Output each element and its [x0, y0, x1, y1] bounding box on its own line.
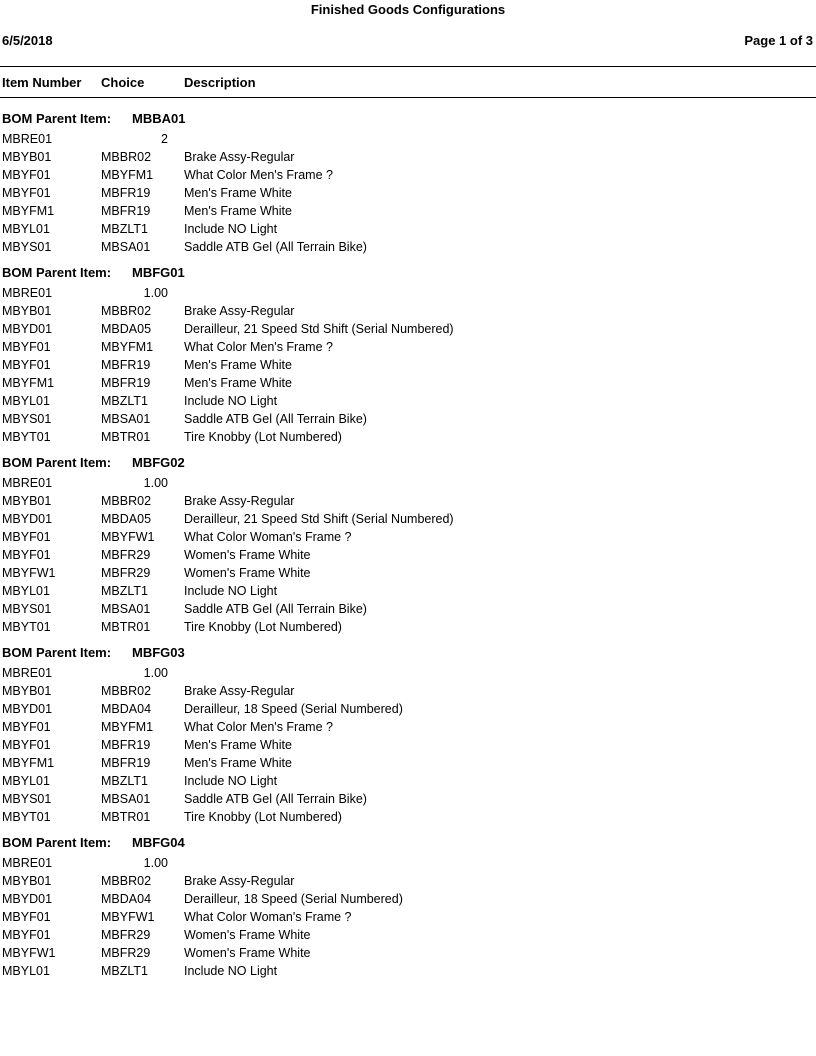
item-number-cell: MBYFW1: [2, 946, 56, 960]
item-number-cell: MBYL01: [2, 584, 50, 598]
description-cell: Include NO Light: [184, 222, 278, 236]
choice-cell: MBFR19: [101, 376, 151, 390]
item-number-cell: MBYFM1: [2, 376, 55, 390]
table-row: [0, 168, 816, 186]
bom-parent-value: MBBA01: [132, 111, 186, 126]
choice-cell: MBZLT1: [101, 774, 148, 788]
choice-cell: MBFR19: [101, 204, 151, 218]
table-row: [0, 964, 816, 982]
description-cell: Include NO Light: [184, 584, 278, 598]
choice-cell: MBDA04: [101, 892, 152, 906]
description-cell: Men's Frame White: [184, 186, 292, 200]
table-row: [0, 602, 816, 620]
table-row: [0, 892, 816, 910]
table-row: [0, 494, 816, 512]
bom-parent-label: BOM Parent Item:: [2, 645, 112, 660]
item-number-cell: MBRE01: [2, 132, 53, 146]
table-row: [0, 774, 816, 792]
choice-cell: MBDA05: [101, 322, 152, 336]
item-number-cell: MBYF01: [2, 548, 51, 562]
choice-cell: MBYFW1: [101, 910, 155, 924]
quantity-cell: 1.00: [143, 856, 168, 870]
bom-parent-row: [0, 258, 816, 286]
choice-cell: MBTR01: [101, 810, 151, 824]
item-number-cell: MBYS01: [2, 240, 52, 254]
choice-cell: MBFR19: [101, 738, 151, 752]
choice-cell: MBSA01: [101, 792, 151, 806]
choice-cell: MBBR02: [101, 494, 152, 508]
item-number-cell: MBYB01: [2, 494, 52, 508]
bom-parent-label: BOM Parent Item:: [2, 265, 112, 280]
table-row: [0, 286, 816, 304]
table-row: [0, 620, 816, 638]
choice-cell: MBSA01: [101, 412, 151, 426]
choice-cell: MBZLT1: [101, 964, 148, 978]
table-row: [0, 530, 816, 548]
description-cell: Brake Assy-Regular: [184, 874, 295, 888]
quantity-cell: 1.00: [143, 476, 168, 490]
item-number-cell: MBYT01: [2, 430, 51, 444]
table-row: [0, 340, 816, 358]
choice-cell: MBBR02: [101, 874, 152, 888]
choice-cell: MBFR19: [101, 186, 151, 200]
item-number-cell: MBRE01: [2, 666, 53, 680]
table-row: [0, 394, 816, 412]
choice-cell: MBBR02: [101, 684, 152, 698]
item-number-cell: MBYF01: [2, 186, 51, 200]
choice-cell: MBZLT1: [101, 394, 148, 408]
item-number-cell: MBYT01: [2, 810, 51, 824]
description-cell: Tire Knobby (Lot Numbered): [184, 810, 342, 824]
choice-cell: MBFR19: [101, 756, 151, 770]
choice-cell: MBZLT1: [101, 222, 148, 236]
table-row: [0, 566, 816, 584]
description-cell: Men's Frame White: [184, 738, 292, 752]
description-cell: What Color Woman's Frame ?: [184, 530, 352, 544]
table-row: [0, 322, 816, 340]
table-row: [0, 756, 816, 774]
item-number-cell: MBYS01: [2, 412, 52, 426]
header-top-rule: [0, 66, 816, 67]
choice-cell: MBSA01: [101, 602, 151, 616]
description-cell: Tire Knobby (Lot Numbered): [184, 430, 342, 444]
item-number-cell: MBYL01: [2, 774, 50, 788]
column-header-choice: Choice: [101, 75, 145, 90]
choice-cell: MBZLT1: [101, 584, 148, 598]
item-number-cell: MBYL01: [2, 964, 50, 978]
table-row: [0, 702, 816, 720]
quantity-cell: 1.00: [143, 666, 168, 680]
item-number-cell: MBYF01: [2, 738, 51, 752]
description-cell: Men's Frame White: [184, 756, 292, 770]
choice-cell: MBSA01: [101, 240, 151, 254]
choice-cell: MBDA04: [101, 702, 152, 716]
description-cell: Include NO Light: [184, 774, 278, 788]
item-number-cell: MBYFM1: [2, 204, 55, 218]
item-number-cell: MBYD01: [2, 892, 53, 906]
description-cell: Men's Frame White: [184, 204, 292, 218]
bom-parent-value: MBFG01: [132, 265, 185, 280]
description-cell: Men's Frame White: [184, 376, 292, 390]
quantity-cell: 1.00: [143, 286, 168, 300]
bom-group: [0, 638, 816, 828]
choice-cell: MBDA05: [101, 512, 152, 526]
description-cell: Include NO Light: [184, 394, 278, 408]
column-header-description: Description: [184, 75, 256, 90]
table-row: [0, 304, 816, 322]
bom-group: [0, 828, 816, 982]
item-number-cell: MBYD01: [2, 512, 53, 526]
item-number-cell: MBYS01: [2, 602, 52, 616]
item-number-cell: MBRE01: [2, 856, 53, 870]
choice-cell: MBBR02: [101, 304, 152, 318]
report-title: Finished Goods Configurations: [310, 2, 506, 17]
choice-cell: MBBR02: [101, 150, 152, 164]
item-number-cell: MBYF01: [2, 340, 51, 354]
table-row: [0, 476, 816, 494]
item-number-cell: MBYD01: [2, 702, 53, 716]
table-row: [0, 684, 816, 702]
description-cell: Women's Frame White: [184, 946, 311, 960]
item-number-cell: MBYF01: [2, 530, 51, 544]
table-row: [0, 358, 816, 376]
table-row: [0, 548, 816, 566]
choice-cell: MBFR29: [101, 946, 151, 960]
description-cell: Men's Frame White: [184, 358, 292, 372]
table-row: [0, 412, 816, 430]
table-row: [0, 186, 816, 204]
item-number-cell: MBYF01: [2, 928, 51, 942]
choice-cell: MBFR29: [101, 548, 151, 562]
description-cell: Brake Assy-Regular: [184, 684, 295, 698]
table-row: [0, 584, 816, 602]
choice-cell: MBYFM1: [101, 720, 154, 734]
item-number-cell: MBYB01: [2, 150, 52, 164]
item-number-cell: MBYFM1: [2, 756, 55, 770]
description-cell: What Color Men's Frame ?: [184, 720, 333, 734]
item-number-cell: MBYF01: [2, 168, 51, 182]
bom-parent-label: BOM Parent Item:: [2, 111, 112, 126]
item-number-cell: MBYL01: [2, 222, 50, 236]
quantity-cell: 2: [161, 132, 168, 146]
description-cell: Saddle ATB Gel (All Terrain Bike): [184, 602, 367, 616]
table-row: [0, 150, 816, 168]
description-cell: Derailleur, 18 Speed (Serial Numbered): [184, 702, 403, 716]
bom-parent-label: BOM Parent Item:: [2, 455, 112, 470]
description-cell: Saddle ATB Gel (All Terrain Bike): [184, 792, 367, 806]
table-row: [0, 720, 816, 738]
table-row: [0, 512, 816, 530]
item-number-cell: MBYB01: [2, 304, 52, 318]
table-row: [0, 430, 816, 448]
item-number-cell: MBYF01: [2, 720, 51, 734]
table-row: [0, 240, 816, 258]
description-cell: Brake Assy-Regular: [184, 304, 295, 318]
description-cell: Brake Assy-Regular: [184, 150, 295, 164]
choice-cell: MBFR29: [101, 928, 151, 942]
table-row: [0, 738, 816, 756]
description-cell: What Color Woman's Frame ?: [184, 910, 352, 924]
table-row: [0, 666, 816, 684]
item-number-cell: MBYFW1: [2, 566, 56, 580]
description-cell: Women's Frame White: [184, 928, 311, 942]
bom-parent-value: MBFG03: [132, 645, 185, 660]
description-cell: Include NO Light: [184, 964, 278, 978]
bom-group: [0, 258, 816, 448]
table-row: [0, 810, 816, 828]
table-row: [0, 792, 816, 810]
choice-cell: MBYFW1: [101, 530, 155, 544]
table-row: [0, 910, 816, 928]
description-cell: What Color Men's Frame ?: [184, 340, 333, 354]
table-row: [0, 204, 816, 222]
bom-parent-row: [0, 638, 816, 666]
table-row: [0, 132, 816, 150]
table-row: [0, 222, 816, 240]
bom-parent-label: BOM Parent Item:: [2, 835, 112, 850]
bom-parent-value: MBFG02: [132, 455, 185, 470]
item-number-cell: MBYB01: [2, 684, 52, 698]
table-row: [0, 928, 816, 946]
choice-cell: MBFR29: [101, 566, 151, 580]
table-row: [0, 856, 816, 874]
bom-parent-row: [0, 448, 816, 476]
description-cell: What Color Men's Frame ?: [184, 168, 333, 182]
choice-cell: MBFR19: [101, 358, 151, 372]
bom-parent-row: [0, 828, 816, 856]
item-number-cell: MBYT01: [2, 620, 51, 634]
header-bottom-rule: [0, 97, 816, 98]
choice-cell: MBYFM1: [101, 168, 154, 182]
bom-groups: [0, 104, 816, 982]
bom-parent-row: [0, 104, 816, 132]
description-cell: Women's Frame White: [184, 566, 311, 580]
bom-group: [0, 104, 816, 258]
item-number-cell: MBYS01: [2, 792, 52, 806]
description-cell: Derailleur, 21 Speed Std Shift (Serial Numbered): [184, 512, 454, 526]
description-cell: Brake Assy-Regular: [184, 494, 295, 508]
description-cell: Saddle ATB Gel (All Terrain Bike): [184, 412, 367, 426]
item-number-cell: MBYL01: [2, 394, 50, 408]
bom-group: [0, 448, 816, 638]
item-number-cell: MBRE01: [2, 476, 53, 490]
table-row: [0, 874, 816, 892]
choice-cell: MBYFM1: [101, 340, 154, 354]
table-row: [0, 946, 816, 964]
description-cell: Women's Frame White: [184, 548, 311, 562]
column-header-item-number: Item Number: [2, 75, 82, 90]
item-number-cell: MBYB01: [2, 874, 52, 888]
bom-parent-value: MBFG04: [132, 835, 185, 850]
item-number-cell: MBYF01: [2, 910, 51, 924]
page-number: Page 1 of 3: [744, 33, 813, 48]
description-cell: Tire Knobby (Lot Numbered): [184, 620, 342, 634]
table-row: [0, 376, 816, 394]
choice-cell: MBTR01: [101, 430, 151, 444]
report-date: 6/5/2018: [2, 33, 53, 48]
description-cell: Saddle ATB Gel (All Terrain Bike): [184, 240, 367, 254]
item-number-cell: MBYF01: [2, 358, 51, 372]
choice-cell: MBTR01: [101, 620, 151, 634]
description-cell: Derailleur, 18 Speed (Serial Numbered): [184, 892, 403, 906]
item-number-cell: MBYD01: [2, 322, 53, 336]
description-cell: Derailleur, 21 Speed Std Shift (Serial Numbered): [184, 322, 454, 336]
item-number-cell: MBRE01: [2, 286, 53, 300]
